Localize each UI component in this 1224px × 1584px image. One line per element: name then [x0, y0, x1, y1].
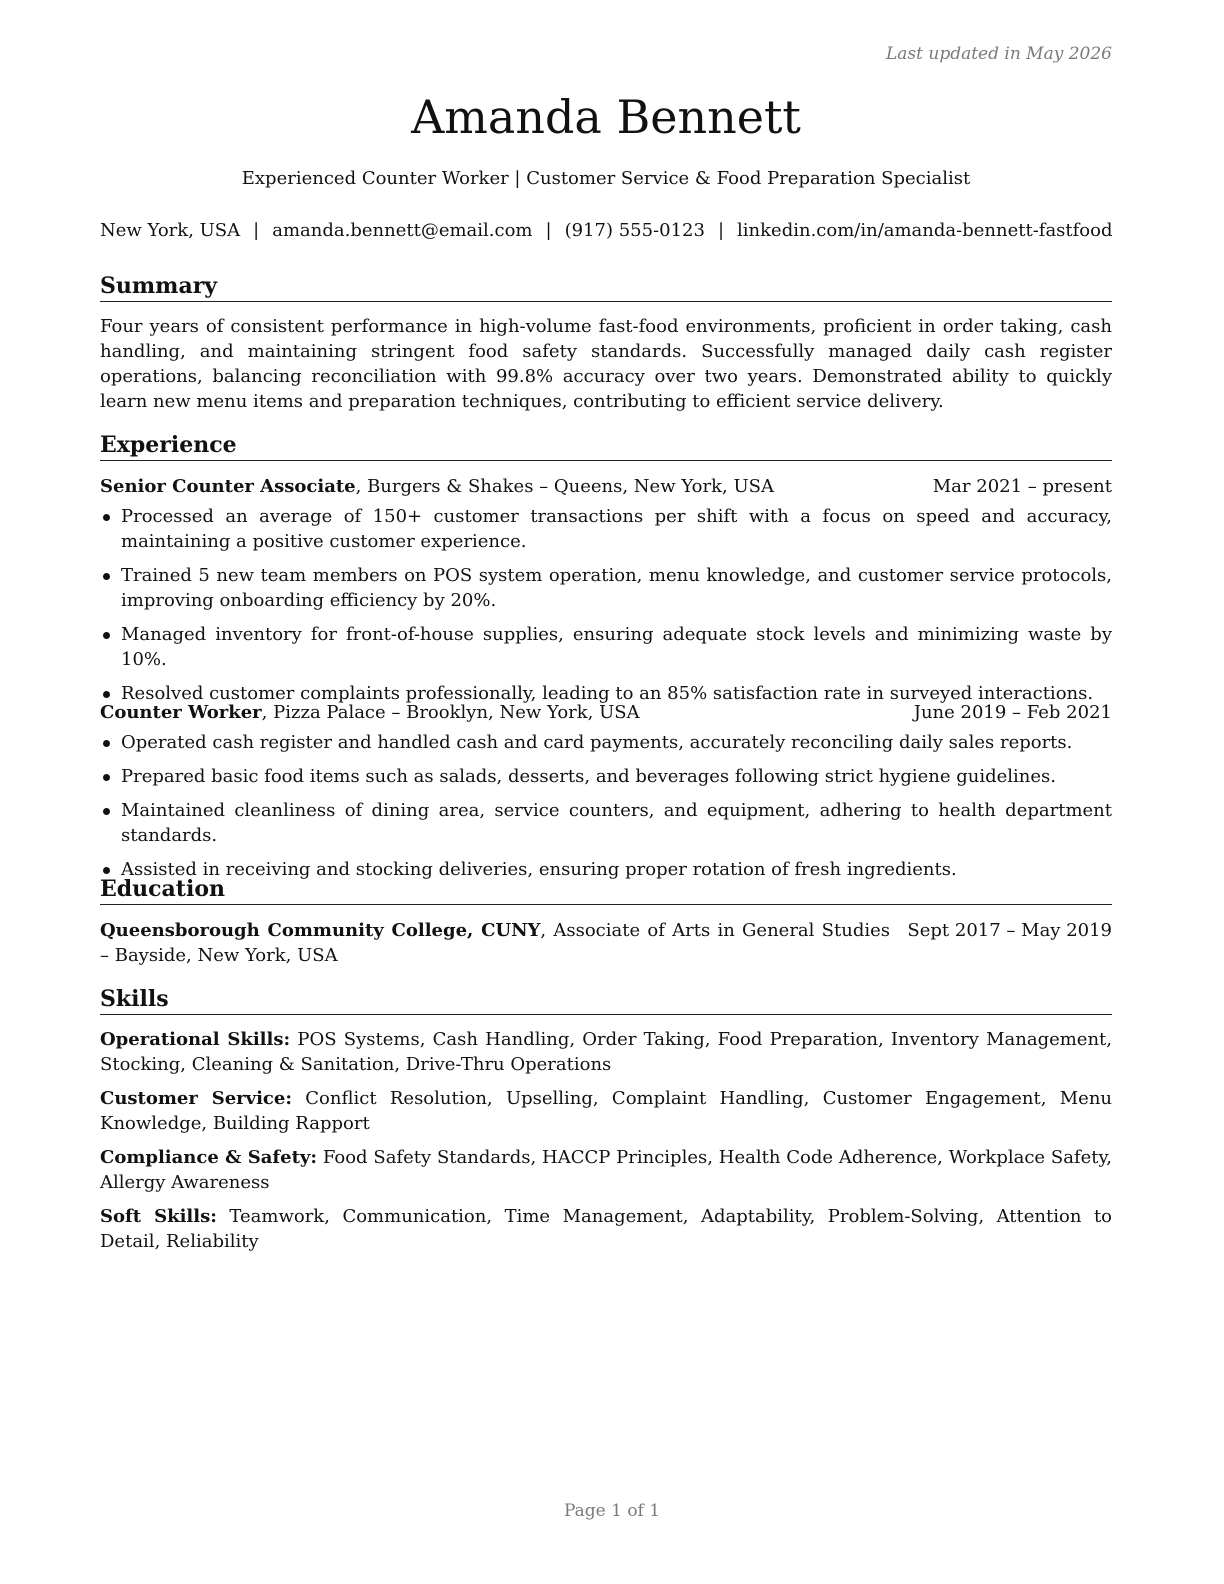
- job-bullet: Processed an average of 150+ customer transactions per shift with a focus on speed and accuracy, maintaining a positive customer experience.: [100, 504, 1112, 554]
- contact-phone: (917) 555-0123: [564, 220, 705, 241]
- summary-text: Four years of consistent performance in high-volume fast-food environments, proficient in order taking, cash handling, and maintaining stringent food safety standards. Successfully managed daily cash register operations, balancing reconciliation with 99.8% accuracy over two years. Demonstrated ability to quickly learn new menu items and preparation techniques, contributing to efficient service delivery.: [100, 316, 1112, 412]
- contact-separator: |: [253, 220, 260, 241]
- skill-group: [100, 1204, 1112, 1254]
- job-bullet: Assisted in receiving and stocking deliveries, ensuring proper rotation of fresh ingredients.: [100, 857, 1112, 882]
- skill-group-text: Conflict Resolution, Upselling, Complaint Handling, Customer Engagement, Menu Knowledge, Building Rapport: [100, 1088, 1112, 1134]
- skill-group-label: Compliance & Safety:: [100, 1147, 318, 1168]
- skill-group-label: Soft Skills:: [100, 1206, 217, 1227]
- job-bullets: [100, 504, 1112, 715]
- job-bullet: Resolved customer complaints professionally, leading to an 85% satisfaction rate in surveyed interactions.: [100, 681, 1112, 706]
- education-text: [100, 918, 890, 968]
- job-bullets: [100, 730, 1112, 891]
- job-title: Counter Worker: [100, 702, 262, 723]
- education-school: Queensborough Community College, CUNY: [100, 920, 541, 941]
- contact-separator: |: [545, 220, 552, 241]
- job-header: [100, 700, 1112, 725]
- education-heading: Education: [100, 874, 1112, 905]
- skill-group: [100, 1086, 1112, 1136]
- contact-linkedin[interactable]: linkedin.com/in/amanda-bennett-fastfood: [737, 220, 1113, 241]
- skill-group-text: Food Safety Standards, HACCP Principles, Health Code Adherence, Workplace Safety, Allergy Awareness: [100, 1147, 1112, 1193]
- education-dates: Sept 2017 – May 2019: [907, 920, 1112, 941]
- job-bullet: Trained 5 new team members on POS system operation, menu knowledge, and customer service protocols, improving onboarding efficiency by 20%.: [100, 563, 1112, 613]
- skill-group: [100, 1145, 1112, 1195]
- job-bullet: Operated cash register and handled cash and card payments, accurately reconciling daily sales reports.: [100, 730, 1112, 755]
- contact-separator: |: [717, 220, 725, 241]
- education-item: [100, 918, 1112, 968]
- skill-group: [100, 1027, 1112, 1077]
- job-dates: June 2019 – Feb 2021: [913, 702, 1112, 723]
- job-header: [100, 474, 1112, 499]
- job-dates: Mar 2021 – present: [932, 476, 1112, 497]
- skills-heading: Skills: [100, 984, 1112, 1015]
- summary-heading: Summary: [100, 271, 1112, 302]
- education-details: , Associate of Arts in General Studies – Bayside, New York, USA: [100, 920, 890, 966]
- job-bullet: Maintained cleanliness of dining area, service counters, and equipment, adhering to health department standards.: [100, 798, 1112, 848]
- contact-email[interactable]: amanda.bennett@email.com: [272, 220, 533, 241]
- contact-line: [100, 218, 1112, 244]
- candidate-headline: Experienced Counter Worker | Customer Service & Food Preparation Specialist: [241, 168, 971, 189]
- experience-heading: Experience: [100, 430, 1112, 461]
- job-bullet: Managed inventory for front-of-house supplies, ensuring adequate stock levels and minimizing waste by 10%.: [100, 622, 1112, 672]
- skill-group-text: Teamwork, Communication, Time Management, Adaptability, Problem-Solving, Attention to Detail, Reliability: [100, 1206, 1113, 1252]
- page-number-footer: Page 1 of 1: [563, 1501, 661, 1521]
- job-title: Senior Counter Associate: [100, 476, 356, 497]
- skill-group-label: Operational Skills:: [100, 1029, 291, 1050]
- skill-group-label: Customer Service:: [100, 1088, 292, 1109]
- job-bullet: Prepared basic food items such as salads, desserts, and beverages following strict hygiene guidelines.: [100, 764, 1112, 789]
- job-details: , Burgers & Shakes – Queens, New York, USA: [355, 476, 774, 497]
- contact-location: New York, USA: [100, 220, 241, 241]
- skill-group-text: POS Systems, Cash Handling, Order Taking, Food Preparation, Inventory Management, Stocking, Cleaning & Sanitation, Drive-Thru Operations: [100, 1029, 1113, 1075]
- last-updated-note: Last updated in May 2026: [885, 44, 1112, 64]
- candidate-name: Amanda Bennett: [411, 90, 801, 144]
- job-details: , Pizza Palace – Brooklyn, New York, USA: [261, 702, 640, 723]
